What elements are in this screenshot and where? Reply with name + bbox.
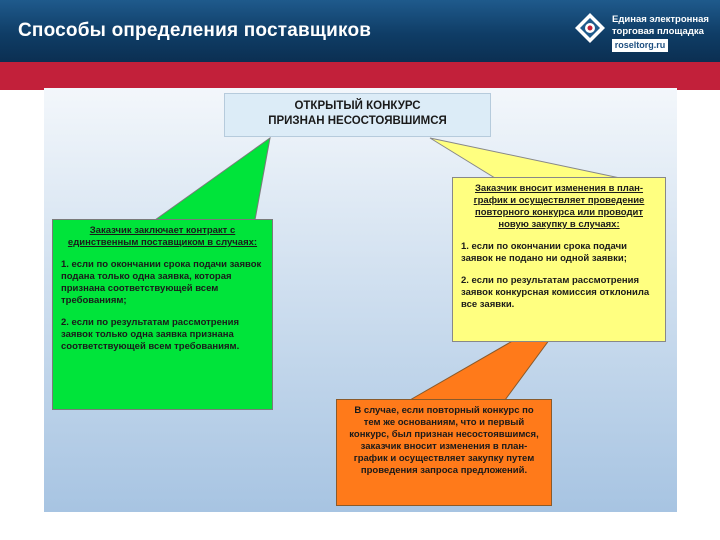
green-box-heading: Заказчик заключает контракт с единственным поставщиком в случаях: [67, 225, 258, 248]
slide-title: Способы определения поставщиков [18, 20, 372, 41]
logo-text-line1: Единая электронная [612, 14, 709, 25]
top-box-line1: ОТКРЫТЫЙ КОНКУРС [294, 100, 421, 112]
yellow-box-item-2: 2. если по результатам рассмотрения заявок конкурсная комиссия отклонила все заявки. [461, 275, 650, 310]
yellow-box-item-1: 1. если по окончании срока подачи заявок не подано ни одной заявки; [461, 241, 627, 264]
logo-text-line2: торговая площадка [612, 26, 704, 37]
yellow-box-repeat-tender [452, 177, 666, 342]
yellow-box-heading: Заказчик вносит изменения в план-график и осуществляет проведение повторного конкурса или проводит новую закупку в случаях: [473, 183, 645, 230]
green-box-item-1: 1. если по окончании срока подачи заявок подана только одна заявка, которая признана соответствующей всем требованиям; [61, 259, 262, 306]
top-box-tender-failed [224, 93, 491, 137]
arrow-to-green [155, 138, 270, 220]
logo-url: roseltorg.ru [612, 39, 668, 52]
orange-box-request-proposals [336, 399, 552, 506]
arrow-to-yellow [430, 138, 620, 178]
orange-box-text: В случае, если повторный конкурс по тем же основаниям, что и первый конкурс, был признан несостоявшимся, заказчик вносит изменения в план-график и осуществляет закупку путем проведения запроса предложений. [349, 405, 539, 476]
green-box-single-supplier [52, 219, 273, 410]
green-box-item-2: 2. если по результатам рассмотрения заявок только одна заявка признана соответствующей всем требованиям. [61, 317, 240, 352]
top-box-line2: ПРИЗНАН НЕСОСТОЯВШИМСЯ [268, 115, 447, 127]
